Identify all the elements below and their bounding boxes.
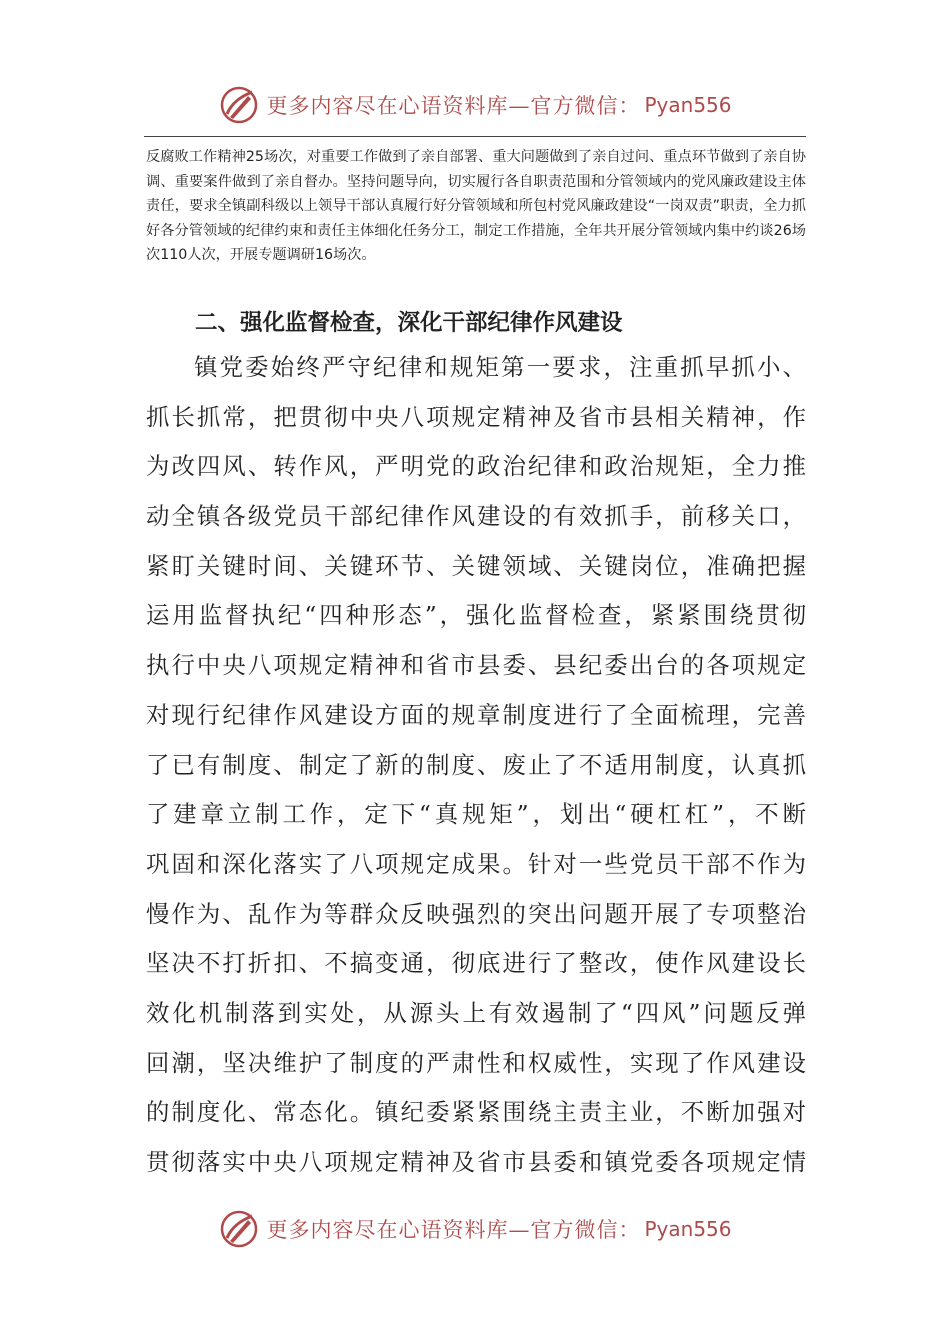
body-line: 贯彻落实中央八项规定精神及省市县委和镇党委各项规定情 (146, 1148, 806, 1176)
body-line: 慢作为、乱作为等群众反映强烈的突出问题开展了专项整治 (146, 899, 806, 928)
body-line: 运用监督执纪“四种形态”，强化监督检查，紧紧围绕贯彻 (146, 601, 806, 630)
banner-wechat-id: Pyan556 (644, 93, 732, 117)
header-banner (0, 82, 950, 128)
banner-text: 更多内容尽在心语资料库—官方微信： (266, 1218, 641, 1242)
body-line: 巩固和深化落实了八项规定成果。针对一些党员干部不作为 (146, 849, 806, 878)
header-rule (144, 136, 806, 137)
body-line: 镇党委始终严守纪律和规矩第一要求，注重抓早抓小、 (194, 353, 806, 381)
body-line: 回潮，坚决维护了制度的严肃性和权威性，实现了作风建设 (146, 1048, 806, 1077)
body-line: 对现行纪律作风建设方面的规章制度进行了全面梳理，完善 (146, 700, 806, 729)
banner-wechat-id: Pyan556 (644, 1217, 732, 1241)
banner-text: 更多内容尽在心语资料库—官方微信： (266, 94, 641, 118)
footer-banner (0, 1206, 950, 1252)
body-line: 动全镇各级党员干部纪律作风建设的有效抓手，前移关口， (146, 502, 806, 531)
body-line: 紧盯关键时间、关键环节、关键领域、关键岗位，准确把握 (146, 551, 806, 580)
intro-paragraph: 反腐败工作精神25场次，对重要工作做到了亲自部署、重大问题做到了亲自过问、重点环节做到了亲自协调、重要案件做到了亲自督办。坚持问题导向，切实履行各自职责范围和分管领域内的党风廉政建设主体责任，要求全镇副科级以上领导干部认真履行好分管领域和所包村党风廉政建设“一岗双责”职责，全力抓好各分管领域的纪律约束和责任主体细化任务分工，制定工作措施，全年共开展分管领域内集中约谈26场次110人次，开展专题调研16场次。 (146, 149, 806, 264)
pen-logo-icon (218, 84, 260, 126)
body-line: 为改四风、转作风，严明党的政治纪律和政治规矩，全力推 (146, 452, 806, 481)
body-line: 的制度化、常态化。镇纪委紧紧围绕主责主业，不断加强对 (146, 1098, 806, 1127)
body-line: 了已有制度、制定了新的制度、废止了不适用制度，认真抓 (146, 750, 806, 779)
body-text (146, 343, 806, 1188)
body-line: 了建章立制工作，定下“真规矩”，划出“硬杠杠”，不断 (146, 800, 806, 829)
body-line: 效化机制落到实处，从源头上有效遏制了“四风”问题反弹 (146, 998, 806, 1027)
body-line: 坚决不打折扣、不搞变通，彻底进行了整改，使作风建设长 (146, 949, 806, 978)
body-line: 抓长抓常，把贯彻中央八项规定精神及省市县相关精神，作 (146, 402, 806, 431)
pen-logo-icon (218, 1208, 260, 1250)
section-heading: 二、强化监督检查，深化干部纪律作风建设 (195, 310, 623, 336)
body-line: 执行中央八项规定精神和省市县委、县纪委出台的各项规定 (146, 651, 806, 680)
